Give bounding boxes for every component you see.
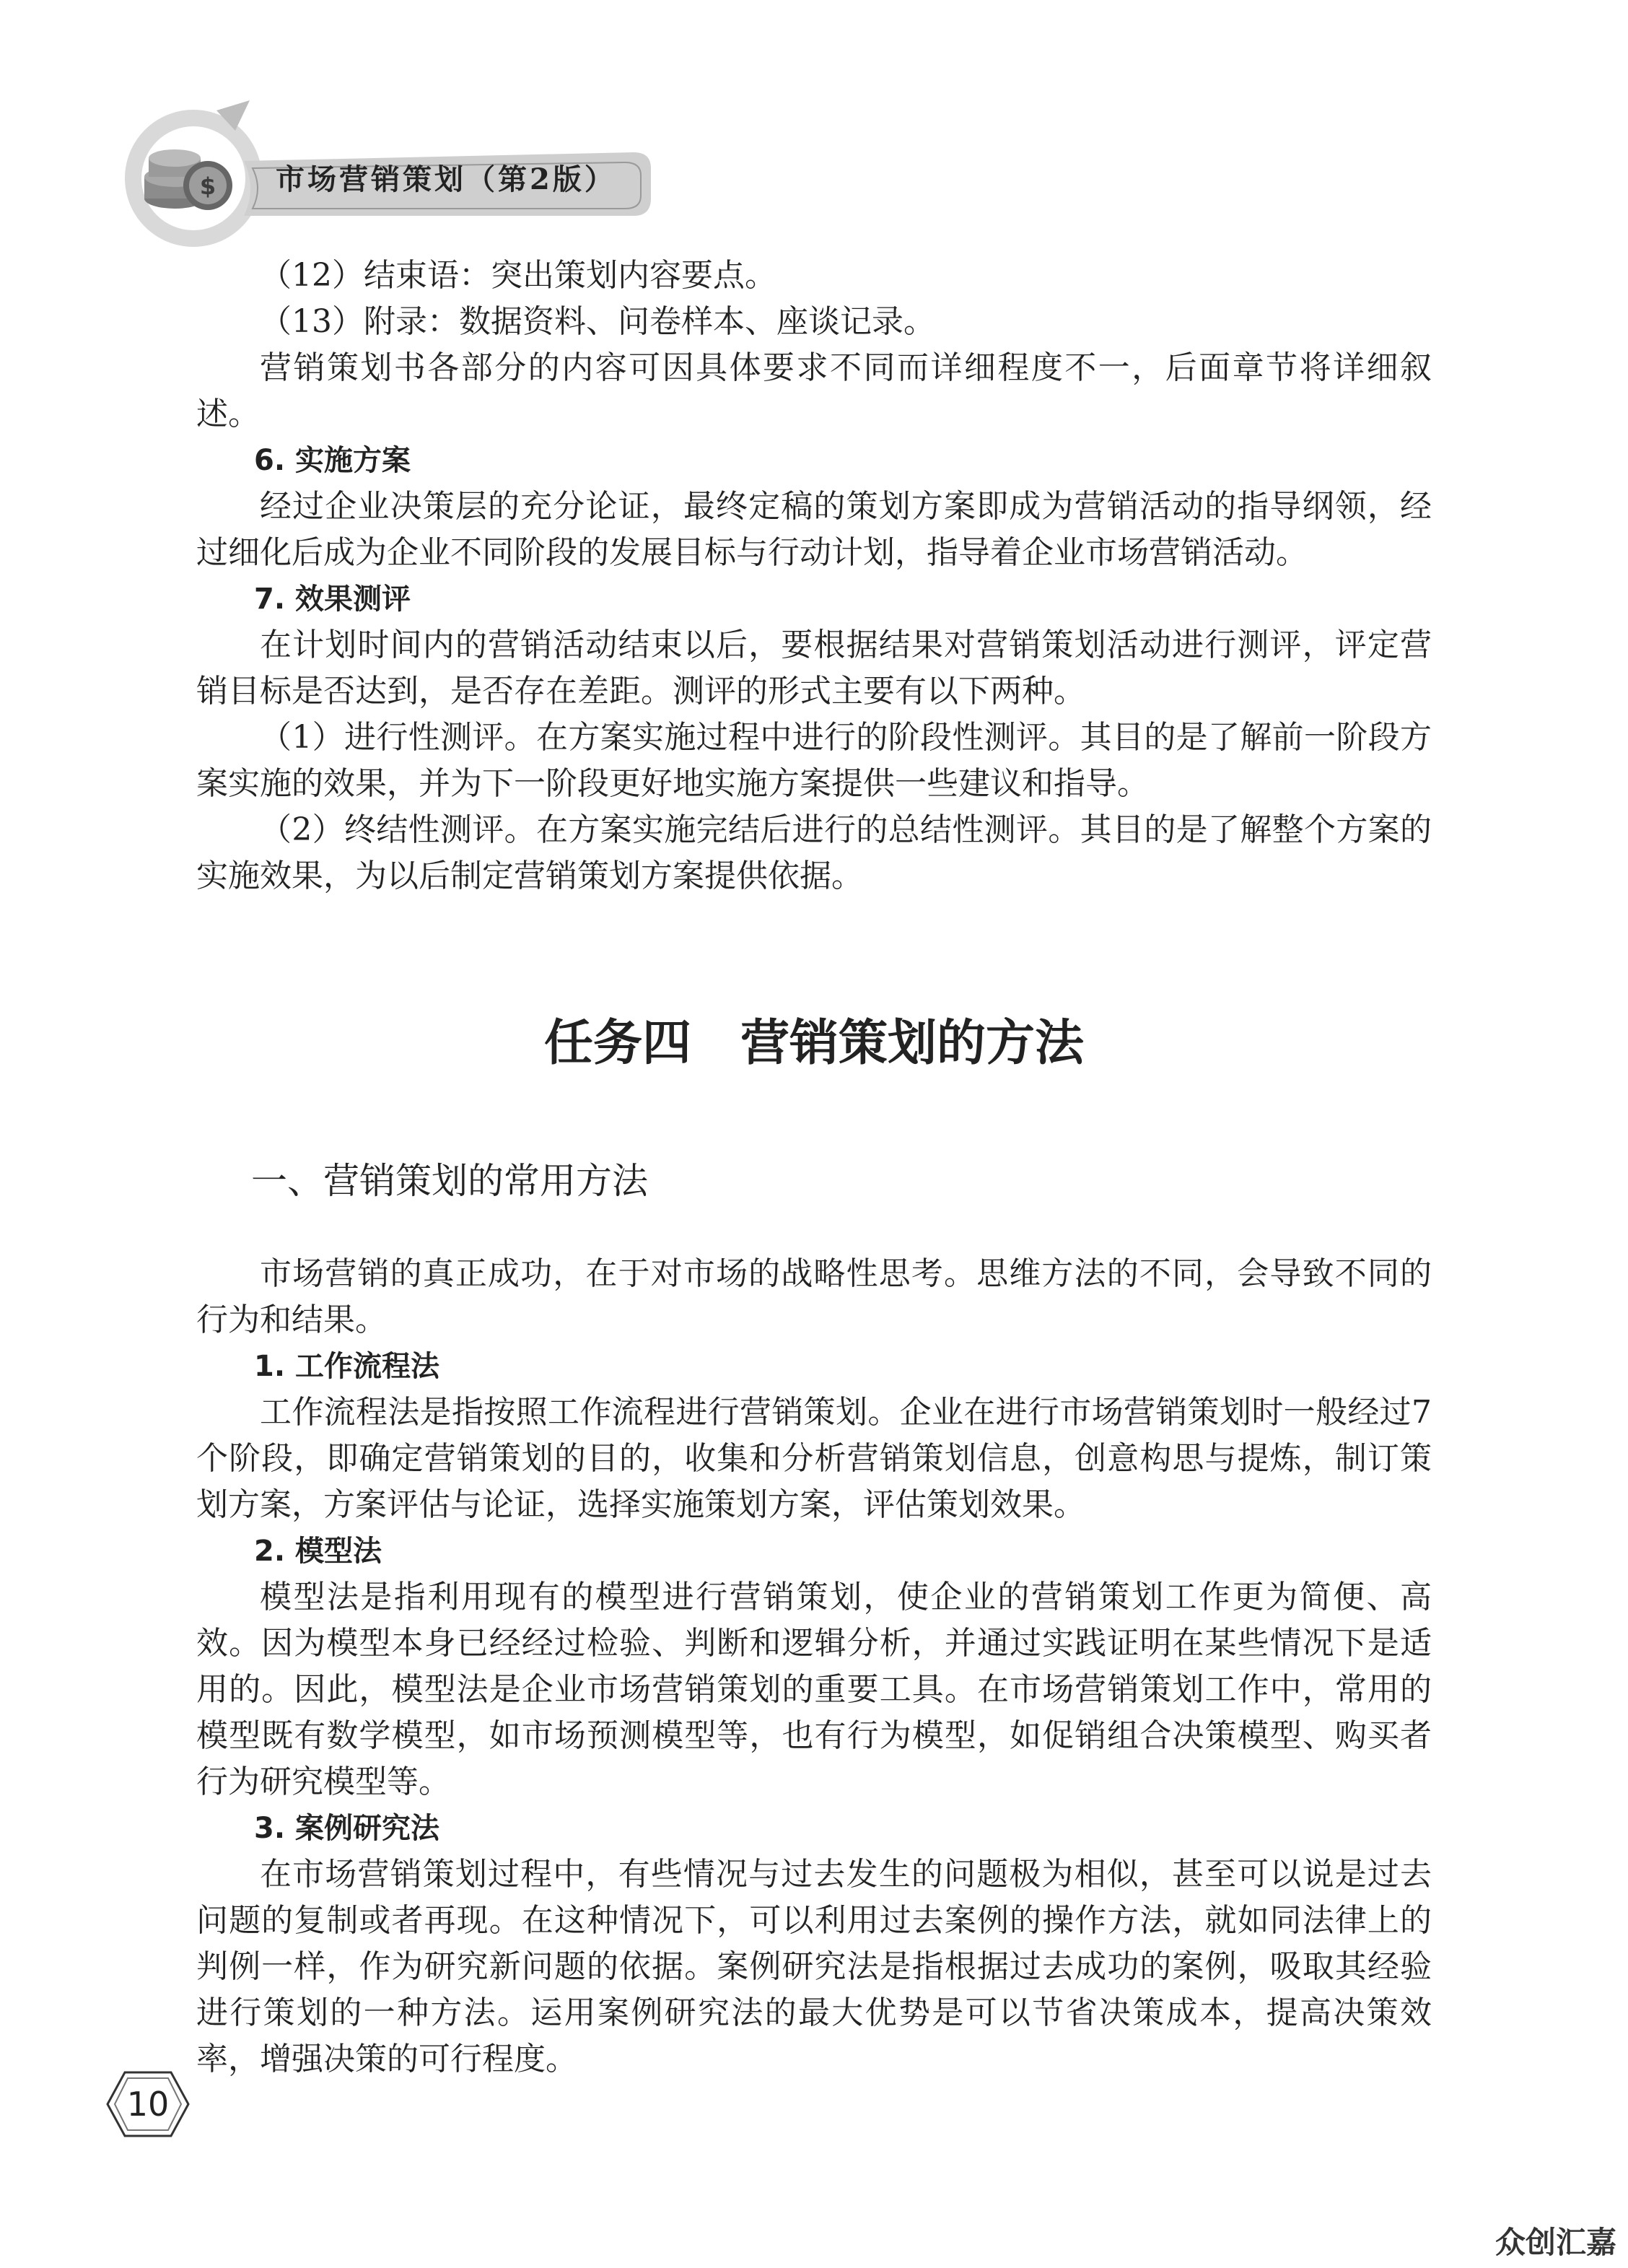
paragraph: 经过企业决策层的充分论证，最终定稿的策划方案即成为营销活动的指导纲领，经过细化后成为企业不同阶段的发展目标与行动计划，指导着企业市场营销活动。	[196, 488, 1432, 571]
subheading-workflow-method: 1. 工作流程法	[254, 1350, 439, 1383]
list-item: （2）终结性测评。在方案实施完结后进行的总结性测评。其目的是了解整个方案的实施效果，为以后制定营销策划方案提供依据。	[196, 811, 1432, 894]
page-number-text: 10	[126, 2085, 170, 2124]
header-title: 市场营销策划（第2版）	[276, 162, 616, 196]
paragraph: 模型法是指利用现有的模型进行营销策划，使企业的营销策划工作更为简便、高效。因为模型本身已经经过检验、判断和逻辑分析，并通过实践证明在某些情况下是适用的。因此，模型法是企业市场营销策划的重要工具。在市场营销策划工作中，常用的模型既有数学模型，如市场预测模型等，也有行为模型，如促销组合决策模型、购买者行为研究模型等。	[196, 1579, 1432, 1800]
list-item: （1）进行性测评。在方案实施过程中进行的阶段性测评。其目的是了解前一阶段方案实施的效果，并为下一阶段更好地实施方案提供一些建议和指导。	[196, 719, 1432, 802]
list-item: （12）结束语：突出策划内容要点。	[260, 257, 776, 294]
paragraph: 在计划时间内的营销活动结束以后，要根据结果对营销策划活动进行测评，评定营销目标是否达到，是否存在差距。测评的形式主要有以下两种。	[196, 627, 1432, 710]
subheading-model-method: 2. 模型法	[254, 1535, 382, 1568]
svg-text:$: $	[199, 173, 216, 200]
running-header	[108, 97, 657, 249]
paragraph: 市场营销的真正成功，在于对市场的战略性思考。思维方法的不同，会导致不同的行为和结果。	[196, 1255, 1432, 1338]
page-number	[105, 2068, 191, 2140]
task-title: 任务四 营销策划的方法	[543, 1015, 1084, 1072]
paragraph: 工作流程法是指按照工作流程进行营销策划。企业在进行市场营销策划时一般经过7个阶段，即确定营销策划的目的，收集和分析营销策划信息，创意构思与提炼，制订策划方案，方案评估与论证，选择实施策划方案，评估策划效果。	[196, 1394, 1432, 1523]
list-item: （13）附录：数据资料、问卷样本、座谈记录。	[260, 303, 935, 340]
page-body	[196, 253, 1432, 2082]
subheading-case-study-method: 3. 案例研究法	[254, 1812, 439, 1845]
section-title: 一、营销策划的常用方法	[251, 1160, 648, 1202]
subheading-implementation: 6. 实施方案	[254, 444, 411, 477]
paragraph: 在市场营销策划过程中，有些情况与过去发生的问题极为相似，甚至可以说是过去问题的复制或者再现。在这种情况下，可以利用过去案例的操作方法，就如同法律上的判例一样，作为研究新问题的依据。案例研究法是指根据过去成功的案例，吸取其经验进行策划的一种方法。运用案例研究法的最大优势是可以节省决策成本，提高决策效率，增强决策的可行程度。	[196, 1856, 1432, 2077]
paragraph: 营销策划书各部分的内容可因具体要求不同而详细程度不一，后面章节将详细叙述。	[196, 349, 1432, 432]
watermark: 众创汇嘉	[1494, 2225, 1616, 2260]
subheading-evaluation: 7. 效果测评	[254, 583, 411, 616]
